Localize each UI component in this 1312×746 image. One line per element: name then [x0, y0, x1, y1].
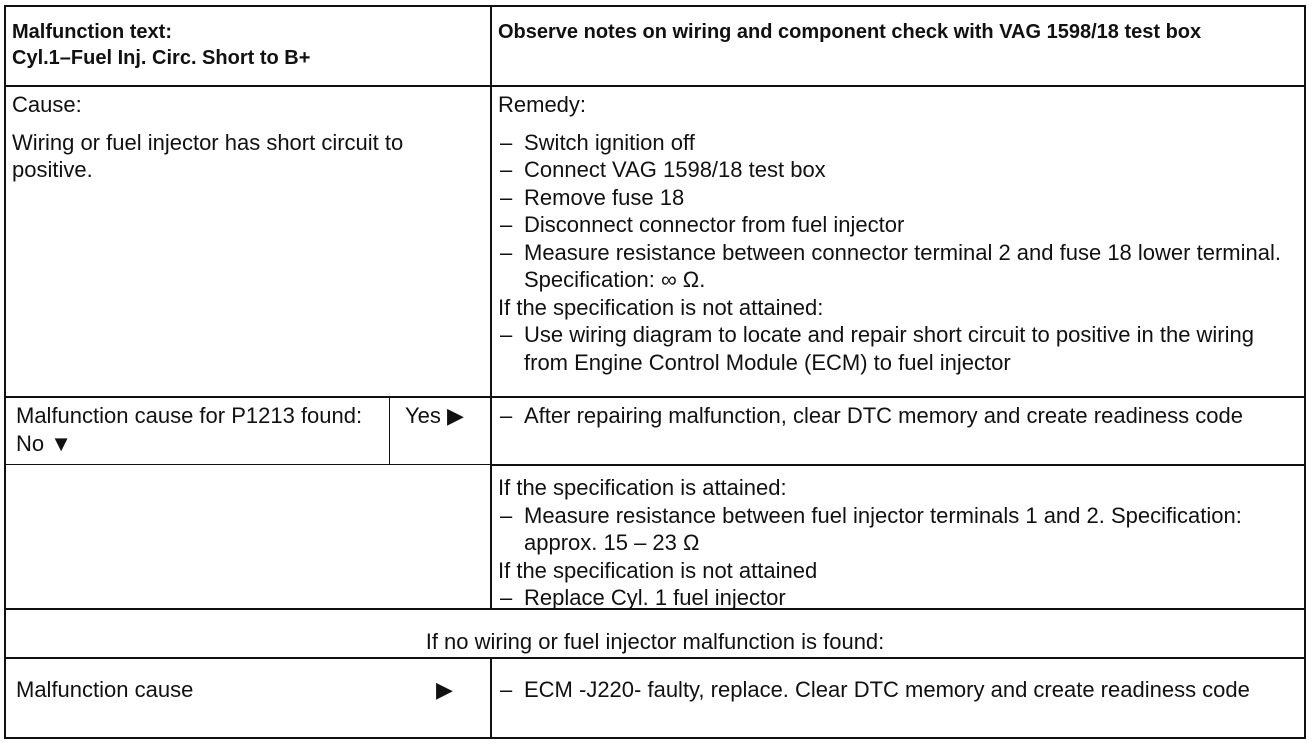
cause-label: Cause: [12, 92, 82, 117]
table-border-top [4, 5, 1306, 7]
row-divider-found-right [490, 464, 1306, 466]
final-action-list [498, 676, 1298, 704]
observe-notes-header [498, 19, 1298, 45]
attained-label: If the specification is attained: [498, 475, 787, 500]
final-arrow-cell [436, 676, 476, 704]
table-border-right [1304, 5, 1306, 739]
yes-cell-divider [389, 397, 390, 465]
not-attained-label: If the specification is not attained: [498, 294, 824, 320]
attained-cell [498, 474, 1298, 612]
row-divider-no-malfunction [4, 657, 1306, 659]
malfunction-text-header [12, 19, 482, 71]
column-divider-bottom [490, 657, 492, 739]
no-malfunction-cell [6, 628, 1304, 656]
remedy-step: – Disconnect connector from fuel injector [498, 211, 1298, 239]
found-cell [16, 402, 376, 457]
observe-notes-text: Observe notes on wiring and component check with VAG 1598/18 test box [498, 21, 1202, 43]
not-attained-steps [498, 321, 1298, 376]
final-action-cell [498, 676, 1298, 704]
attained-steps [498, 502, 1298, 557]
malfunction-text-label: Malfunction text: [12, 21, 172, 43]
remedy-step: – Connect VAG 1598/18 test box [498, 156, 1298, 184]
malfunction-text-value: Cyl.1–Fuel Inj. Circ. Short to B+ [12, 47, 311, 69]
not-attained-step: – Use wiring diagram to locate and repair short circuit to positive in the wiring from Engine Control Module (ECM) to fuel injector [498, 321, 1298, 376]
cause-cell [12, 91, 482, 184]
final-cause-text: Malfunction cause [16, 677, 194, 702]
right-arrow-icon: ▶ [436, 677, 453, 702]
found-action-list [498, 402, 1298, 430]
found-action: – After repairing malfunction, clear DTC memory and create readiness code [498, 402, 1298, 430]
remedy-cell [498, 91, 1298, 376]
cause-text: Wiring or fuel injector has short circuit to positive. [12, 129, 404, 182]
yes-text: Yes [405, 403, 441, 428]
column-divider [490, 5, 492, 608]
found-action-cell [498, 402, 1298, 430]
attained-not-label: If the specification is not attained [498, 557, 818, 583]
row-divider-found-left [4, 464, 492, 465]
right-arrow-icon: ▶ [447, 403, 464, 428]
final-cause-cell [16, 676, 416, 704]
remedy-steps [498, 129, 1298, 294]
row-divider-header [4, 85, 1306, 87]
attained-not-steps [498, 584, 1298, 612]
attained-not-step: – Replace Cyl. 1 fuel injector [498, 584, 1298, 612]
down-arrow-icon: ▼ [50, 430, 73, 456]
yes-cell [405, 402, 487, 430]
no-malfunction-text: If no wiring or fuel injector malfunction is found: [425, 629, 885, 654]
remedy-label: Remedy: [498, 92, 587, 117]
remedy-step: – Measure resistance between connector terminal 2 and fuse 18 lower terminal. Specification: ∞ Ω. [498, 239, 1298, 294]
row-divider-remedy [4, 396, 1306, 398]
final-action: – ECM -J220- faulty, replace. Clear DTC memory and create readiness code [498, 676, 1298, 704]
found-text: Malfunction cause for P1213 found: No [16, 403, 363, 456]
attained-step: – Measure resistance between fuel injector terminals 1 and 2. Specification: approx. 15 – 23 Ω [498, 502, 1298, 557]
remedy-step: – Switch ignition off [498, 129, 1298, 157]
table-border-bottom [4, 737, 1306, 739]
remedy-step: – Remove fuse 18 [498, 184, 1298, 212]
